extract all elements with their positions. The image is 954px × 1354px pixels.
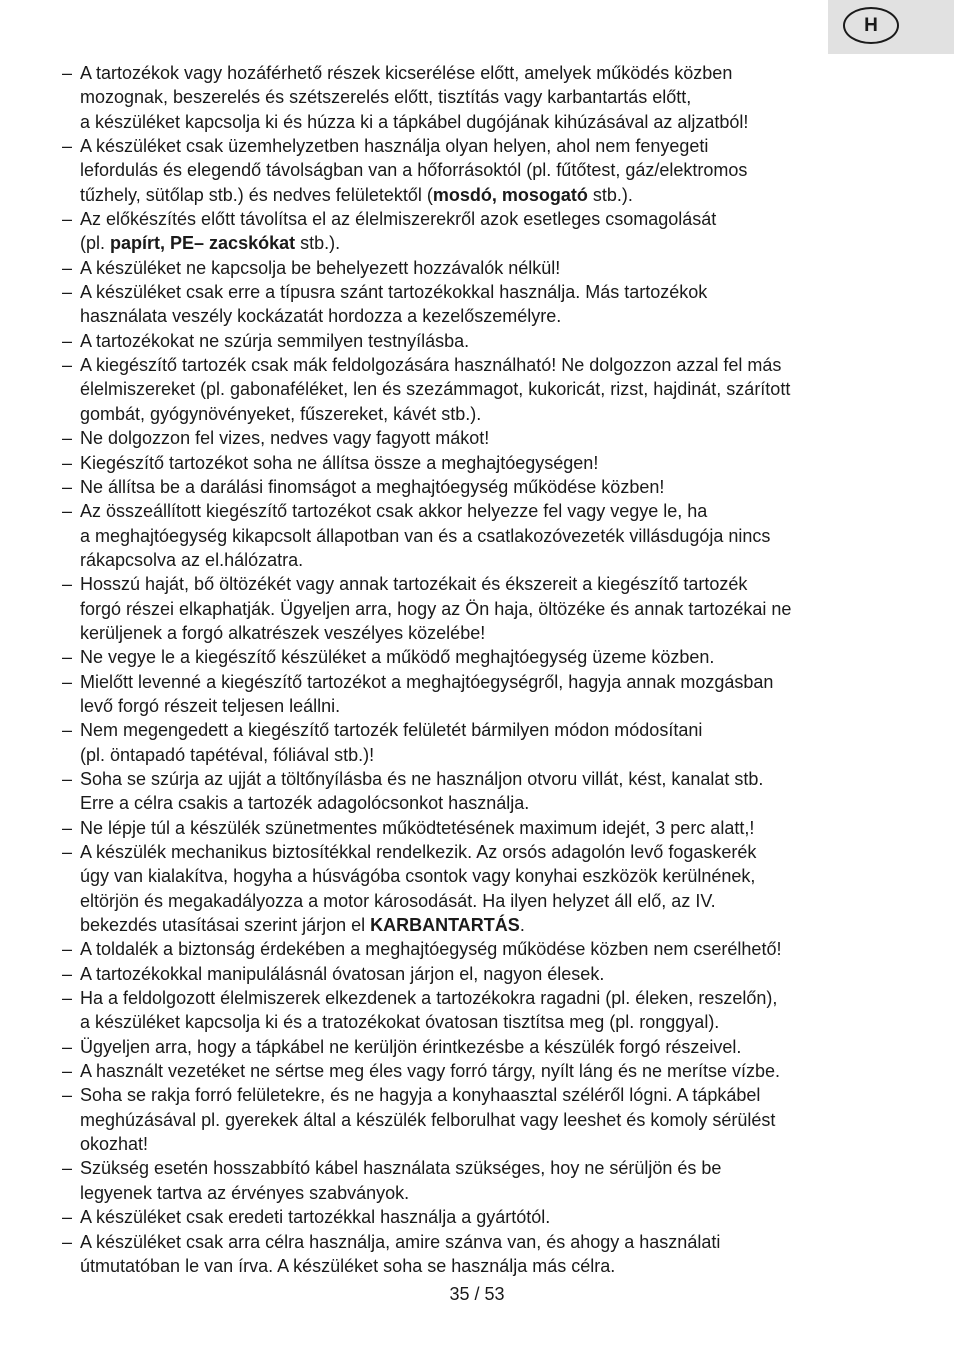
list-item (62, 840, 902, 937)
text-line: A készüléket csak erre a típusra szánt tartozékokkal használja. Más tartozékok (80, 282, 708, 303)
bold-text: papírt, PE– zacskókat (110, 233, 296, 254)
text-line: A készülék mechanikus biztosítékkal rendelkezik. Az orsós adagolón levő fogaskerék (80, 842, 757, 862)
list-item (62, 670, 902, 719)
list-item (62, 353, 902, 426)
text-line: A tartozékok vagy hozáférhető részek kicserélése előtt, amelyek működés közben (80, 63, 733, 83)
list-item (62, 207, 902, 256)
text-line: gombát, gyógynövényeket, fűszereket, kávét stb.). (80, 403, 482, 424)
text-line: A készüléket csak eredeti tartozékkal használja a gyártótól. (80, 1207, 551, 1228)
text-line: forgó részei elkaphatják. Ügyeljen arra, hogy az Ön haja, öltözéke és annak tartozékai ne (80, 598, 792, 619)
list-item (62, 475, 902, 499)
text-segment: bekezdés utasításai szerint járjon el (80, 915, 371, 936)
list-item (62, 1083, 902, 1156)
text-line: A tartozékokkal manipulálásnál óvatosan járjon el, nagyon élesek. (80, 963, 605, 984)
list-dash: – (62, 282, 73, 303)
list-item (62, 451, 902, 475)
list-dash: – (62, 671, 73, 692)
text-line: a készüléket kapcsolja ki és a tratozékokat óvatosan tisztítsa meg (pl. ronggyal). (80, 1012, 720, 1033)
text-line: A készüléket ne kapcsolja be behelyezett hozzávalók nélkül! (80, 257, 561, 278)
text-segment: . (519, 915, 525, 936)
list-item (62, 134, 902, 207)
text-segment: tűzhely, sütőlap stb.) és nedves felületektől ( (80, 184, 433, 205)
text-line: mozognak, beszerelés és szétszerelés előtt, tisztítás vagy karbantartás előtt, (80, 87, 692, 108)
text-line: A kiegészítő tartozék csak mák feldolgozására használható! Ne dolgozzon azzal fel más (80, 355, 782, 376)
safety-instructions-list (62, 61, 902, 1278)
text-line: eltörjön és megakadályozza a motor károsodását. Ha ilyen helyzet áll elő, az IV. (80, 890, 716, 911)
text-line: Az előkészítés előtt távolítsa el az élelmiszerekről azok esetleges csomagolását (80, 209, 717, 230)
list-dash: – (62, 355, 73, 376)
list-item (62, 718, 902, 767)
list-dash: – (62, 1036, 73, 1057)
list-dash: – (62, 988, 73, 1009)
list-item (62, 937, 902, 961)
list-item (62, 962, 902, 986)
list-item (62, 499, 902, 572)
list-dash: – (62, 1061, 73, 1082)
text-line (80, 231, 902, 255)
list-dash: – (62, 768, 73, 789)
list-dash: – (62, 1207, 73, 1228)
text-line: Ne állítsa be a darálási finomságot a meghajtóegység működése közben! (80, 476, 665, 497)
text-line: A tartozékokat ne szúrja semmilyen testnyílásba. (80, 330, 470, 351)
text-line: Kiegészítő tartozékot soha ne állítsa össze a meghajtóegységen! (80, 452, 599, 473)
list-dash: – (62, 647, 73, 668)
list-dash: – (62, 428, 73, 449)
text-line: Ne vegye le a kiegészítő készüléket a működő meghajtóegység üzeme közben. (80, 647, 715, 668)
text-line: a meghajtóegység kikapcsolt állapotban van és a csatlakozóvezeték villásdugója nincs (80, 525, 771, 546)
text-segment: stb.). (295, 233, 341, 254)
list-dash: – (62, 720, 73, 741)
text-line: A készüléket csak arra célra használja, amire szánva van, és ahogy a használati (80, 1231, 721, 1252)
list-dash: – (62, 939, 73, 960)
text-line: kerüljenek a forgó alkatrészek veszélyes közelébe! (80, 622, 486, 643)
text-line: Erre a célra csakis a tartozék adagolócsonkot használja. (80, 793, 530, 814)
language-badge: H (843, 7, 899, 44)
list-item (62, 645, 902, 669)
text-line: élelmiszereket (pl. gabonaféléket, len és szezámmagot, kukoricát, rizst, hajdinát, szárított (80, 379, 791, 400)
text-segment: stb.). (587, 184, 633, 205)
page-number: 35 / 53 (449, 1284, 505, 1304)
list-item (62, 1230, 902, 1279)
list-dash: – (62, 817, 73, 838)
list-item (62, 1035, 902, 1059)
list-dash: – (62, 1085, 73, 1106)
list-item (62, 767, 902, 816)
text-line: okozhat! (80, 1134, 149, 1155)
text-line: rákapcsolva az el.hálózatra. (80, 549, 304, 570)
text-line: Ügyeljen arra, hogy a tápkábel ne kerüljön érintkezésbe a készülék forgó részeivel. (80, 1036, 742, 1057)
list-item (62, 1156, 902, 1205)
bold-text: KARBANTARTÁS (370, 915, 520, 936)
list-item (62, 816, 902, 840)
list-dash: – (62, 1231, 73, 1252)
list-dash: – (62, 574, 73, 595)
text-line: (pl. öntapadó tapétéval, fóliával stb.)! (80, 744, 375, 765)
list-dash: – (62, 501, 73, 522)
text-line (80, 913, 902, 937)
list-item (62, 572, 902, 645)
list-dash: – (62, 136, 73, 157)
list-dash: – (62, 452, 73, 473)
text-line: Az összeállított kiegészítő tartozékot csak akkor helyezze fel vagy vegye le, ha (80, 501, 708, 522)
text-line: használata veszély kockázatát hordozza a kezelőszemélyre. (80, 306, 562, 327)
text-line: Nem megengedett a kiegészítő tartozék felületét bármilyen módon módosítani (80, 720, 703, 741)
list-dash: – (62, 330, 73, 351)
bold-text: mosdó, mosogató (432, 184, 588, 205)
list-dash: – (62, 963, 73, 984)
text-line: Mielőtt levenné a kiegészítő tartozékot a meghajtóegységről, hagyja annak mozgásban (80, 671, 774, 692)
list-dash: – (62, 1158, 73, 1179)
text-line (80, 183, 902, 207)
text-segment: (pl. (80, 233, 111, 254)
text-line: A toldalék a biztonság érdekében a meghajtóegység működése közben nem cserélhető! (80, 939, 782, 960)
list-dash: – (62, 257, 73, 278)
text-line: meghúzásával pl. gyerekek által a készülék felborulhat vagy leeshet és komoly sérülést (80, 1109, 776, 1130)
list-item (62, 329, 902, 353)
list-item (62, 1059, 902, 1083)
text-line: Ne dolgozzon fel vizes, nedves vagy fagyott mákot! (80, 428, 490, 449)
text-line: útmutatóban le van írva. A készüléket soha se használja más célra. (80, 1255, 616, 1276)
list-item (62, 426, 902, 450)
text-line: Ne lépje túl a készülék szünetmentes működtetésének maximum idejét, 3 perc alatt,! (80, 817, 755, 838)
list-item (62, 1205, 902, 1229)
list-dash: – (62, 476, 73, 497)
language-tab (828, 0, 954, 54)
text-line: A készüléket csak üzemhelyzetben használja olyan helyen, ahol nem fenyegeti (80, 136, 709, 157)
text-line: úgy van kialakítva, hogyha a húsvágóba csontok vagy konyhai eszközök kerülnének, (80, 866, 756, 887)
text-line: Soha se szúrja az ujját a töltőnyílásba és ne használjon otvoru villát, kést, kanalat stb. (80, 768, 764, 789)
list-dash: – (62, 63, 73, 83)
list-dash: – (62, 209, 73, 230)
text-line: a készüléket kapcsolja ki és húzza ki a tápkábel dugójának kihúzásával az aljzatból! (80, 111, 749, 132)
list-dash: – (62, 842, 73, 862)
text-line: Hosszú haját, bő öltözékét vagy annak tartozékait és ékszereit a kiegészítő tartozék (80, 574, 748, 595)
text-line: A használt vezetéket ne sértse meg éles vagy forró tárgy, nyílt láng és ne merítse vízbe. (80, 1061, 781, 1082)
list-item (62, 280, 902, 329)
list-item (62, 256, 902, 280)
text-line: legyenek tartva az érvényes szabványok. (80, 1182, 410, 1203)
text-line: levő forgó részeit teljesen leállni. (80, 695, 341, 716)
text-line: Ha a feldolgozott élelmiszerek elkezdenek a tartozékokra ragadni (pl. éleken, reszelőn), (80, 988, 778, 1009)
text-line: Szükség esetén hosszabbító kábel használata szükséges, hoy ne sérüljön és be (80, 1158, 722, 1179)
list-item (62, 61, 902, 134)
text-line: Soha se rakja forró felületekre, és ne hagyja a konyhaasztal széléről lógni. A tápkábel (80, 1085, 761, 1106)
text-line: lefordulás és elegendő távolságban van a hőforrásoktól (pl. fűtőtest, gáz/elektromos (80, 160, 748, 181)
list-item (62, 986, 902, 1035)
